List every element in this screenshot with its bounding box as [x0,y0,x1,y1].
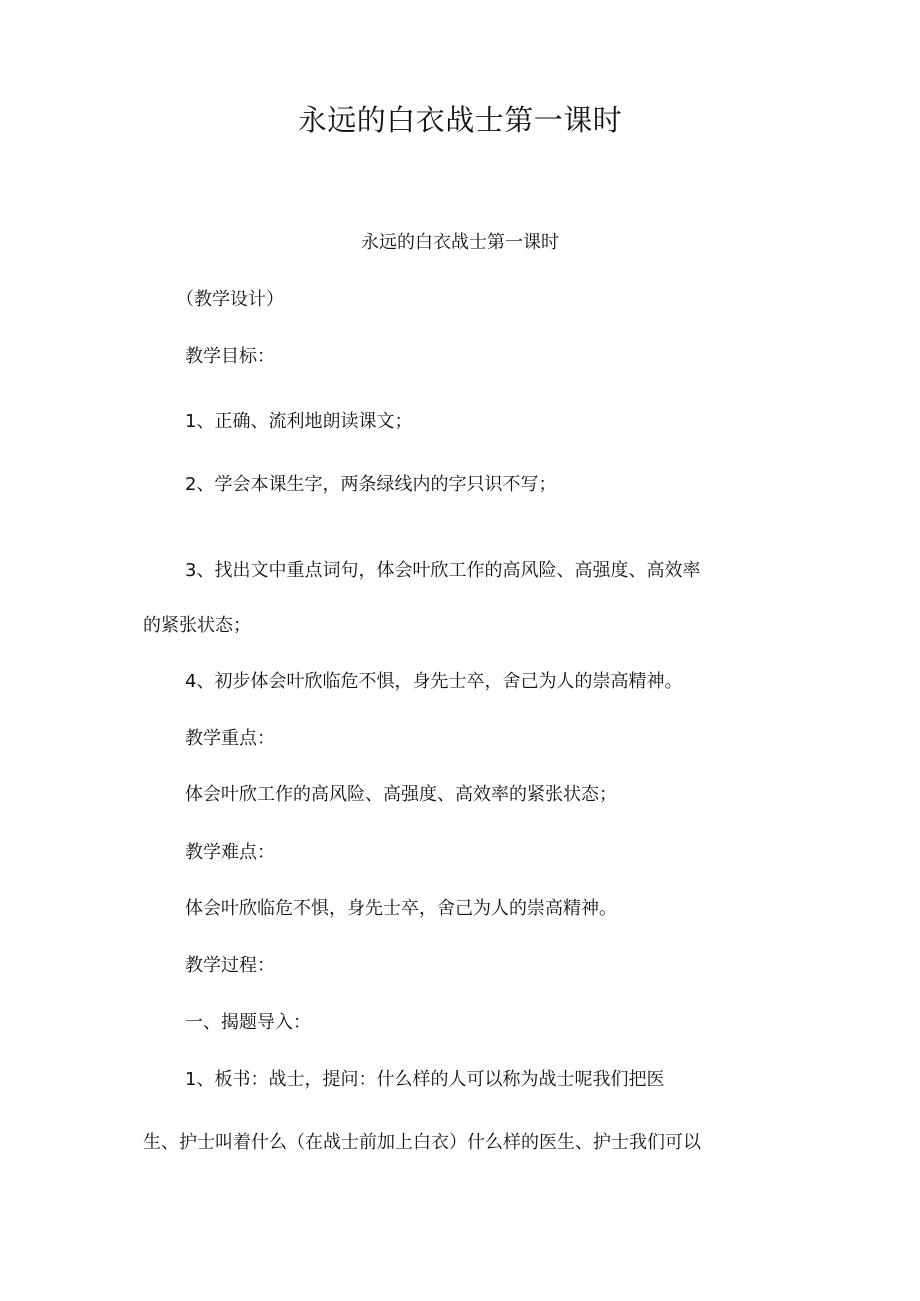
objective-1: 1、正确、流利地朗读课文； [185,411,413,432]
objective-3-line-1: 3、找出文中重点词句，体会叶欣工作的高风险、高强度、高效率 [185,560,701,581]
objective-4: 4、初步体会叶欣临危不惧，身先士卒，舍己为人的崇高精神。 [185,671,683,692]
difficulty-heading: 教学难点： [185,842,275,863]
objective-3-line-2: 的紧张状态； [143,615,251,636]
step-1-line-2: 生、护士叫着什么（在战士前加上白衣）什么样的医生、护士我们可以 [143,1132,701,1153]
key-point-text: 体会叶欣工作的高风险、高强度、高效率的紧张状态； [185,784,617,805]
step-1-line-1: 1、板书：战士，提问：什么样的人可以称为战士呢我们把医 [185,1069,665,1090]
process-heading: 教学过程： [185,955,275,976]
objectives-heading: 教学目标： [185,346,275,367]
objective-2: 2、学会本课生字，两条绿线内的字只识不写； [185,474,557,495]
section-1-heading: 一、揭题导入： [185,1012,311,1033]
document-title: 永远的白衣战士第一课时 [297,103,623,137]
document-subtitle: 永远的白衣战士第一课时 [361,232,559,253]
design-label: （教学设计） [176,289,284,310]
difficulty-text: 体会叶欣临危不惧，身先士卒，舍己为人的崇高精神。 [185,898,617,919]
key-point-heading: 教学重点： [185,728,275,749]
